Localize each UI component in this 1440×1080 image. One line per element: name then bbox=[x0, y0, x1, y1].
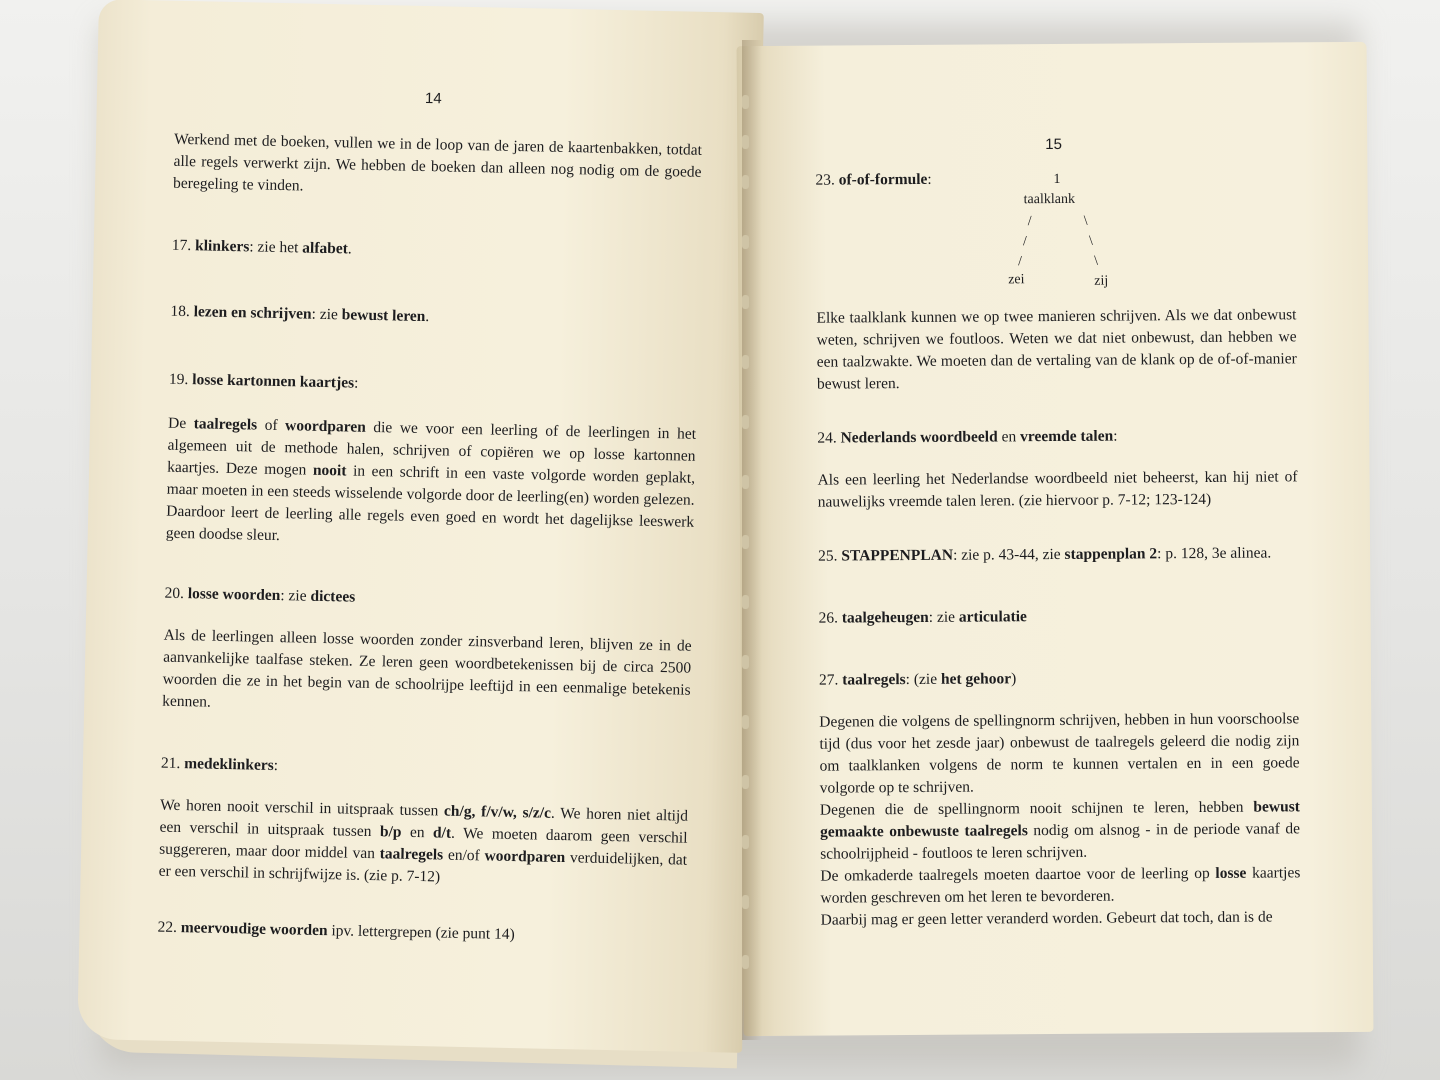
text-run: We horen nooit verschil in uitspraak tussen bbox=[159, 796, 445, 820]
right-page bbox=[737, 42, 1374, 1036]
text-run: in een schrift in een vaste volgorde worden geplakt, maar moeten in een steeds wisselende volgorde door de leerling(en) worden gelezen. Daardoor leert de leerling alle regels even goed en wordt het dagelijkse leeswerk geen doodse sleur. bbox=[165, 462, 696, 545]
text-run: en/of bbox=[442, 846, 485, 865]
entry-term: medeklinkers bbox=[184, 755, 274, 774]
text-run: en bbox=[401, 823, 434, 842]
entry-end: : bbox=[1113, 427, 1118, 445]
diagram-branch-right: \ bbox=[1094, 253, 1099, 269]
entry-term: of-of-formule bbox=[838, 170, 928, 189]
text-run: verduidelijken, dat er een verschil in schrijfwijze is. (zie p. 7-12) bbox=[158, 849, 688, 886]
bold-term: taalregels bbox=[379, 845, 444, 864]
diagram-branch-left: / bbox=[1018, 254, 1023, 270]
diagram-right-leaf: zij bbox=[1094, 273, 1109, 289]
entry-separator: : zie bbox=[928, 608, 959, 626]
entry-separator: : zie bbox=[311, 305, 342, 324]
entry-number: 26. bbox=[818, 609, 838, 627]
entry-term: Nederlands woordbeeld bbox=[840, 428, 998, 447]
entry-term: taalgeheugen bbox=[841, 608, 929, 627]
entry-separator: : zie bbox=[280, 587, 311, 605]
entry-number: 18. bbox=[170, 302, 190, 321]
entry-term: vreemde talen bbox=[1020, 427, 1114, 446]
entry-25 bbox=[818, 542, 1298, 567]
entry-end: . bbox=[425, 308, 430, 326]
entry-17 bbox=[172, 235, 700, 268]
diagram-branch-right: \ bbox=[1088, 233, 1093, 249]
binding-hole bbox=[742, 955, 749, 969]
text-run: . We moeten daarom geen verschil suggereren, maar door middel van bbox=[158, 824, 688, 863]
paragraph bbox=[820, 796, 1300, 865]
entry-separator: en bbox=[997, 428, 1021, 446]
entry-rest: ipv. lettergrepen (zie punt 14) bbox=[327, 922, 515, 944]
binding-hole bbox=[742, 895, 749, 909]
diagram-branch-left: / bbox=[1027, 214, 1032, 230]
binding-hole bbox=[742, 595, 749, 609]
binding-hole bbox=[742, 135, 749, 149]
entry-number: 19. bbox=[168, 370, 189, 389]
entry-reference: articulatie bbox=[958, 608, 1027, 626]
entry-term: lezen en schrijven bbox=[193, 303, 312, 323]
binding-hole bbox=[742, 415, 749, 429]
diagram-branch-right: \ bbox=[1083, 213, 1088, 229]
entry-27-heading bbox=[819, 666, 1299, 691]
entry-reference: bewust leren bbox=[341, 306, 426, 326]
entry-number: 25. bbox=[818, 547, 838, 565]
entry-number: 22. bbox=[157, 918, 178, 936]
entry-term: meervoudige woorden bbox=[180, 919, 328, 940]
entry-rest: : p. 128, 3e alinea. bbox=[1157, 544, 1272, 563]
text-run: kaartjes worden geschreven om het leren te bevorderen. bbox=[820, 864, 1301, 907]
text-run: of bbox=[256, 416, 286, 435]
bold-term: woordparen bbox=[284, 417, 366, 436]
paragraph bbox=[820, 862, 1300, 909]
entry-reference: alfabet bbox=[302, 239, 349, 258]
entry-reference: stappenplan 2 bbox=[1064, 545, 1158, 563]
entry-separator: : zie p. 43-44, zie bbox=[952, 545, 1065, 564]
entry-end: : bbox=[927, 170, 932, 188]
binding-hole bbox=[742, 535, 749, 549]
entry-21-heading bbox=[161, 753, 689, 786]
entry-number: 21. bbox=[160, 754, 181, 773]
entry-term: klinkers bbox=[194, 237, 250, 256]
diagram-middle-label: taalklank bbox=[1023, 191, 1075, 208]
bold-term: bewust gemaakte onbewuste taalregels bbox=[819, 798, 1300, 841]
binding-hole bbox=[742, 775, 749, 789]
binding-hole bbox=[742, 235, 749, 249]
intro-paragraph: Werkend met de boeken, vullen we in de loop van de jaren de kaartenbakken, totdat alle regels verwerkt zijn. We hebben de boeken dan alleen nog nodig om de goede beregeling te vinden. bbox=[172, 130, 703, 195]
entry-number: 27. bbox=[818, 671, 839, 689]
entry-term: taalregels bbox=[842, 671, 906, 689]
binding-hole bbox=[742, 475, 749, 489]
bold-term: d/t bbox=[432, 824, 452, 842]
entry-18 bbox=[170, 301, 698, 334]
text-run: die we voor een leerling of de leerlingen in het algemeen uit de methode halen, schrijven of copiëren we op losse kartonnen kaartjes. Deze mogen bbox=[166, 418, 697, 479]
binding-hole bbox=[742, 715, 749, 729]
paragraph: Degenen die volgens de spellingnorm schrijven, hebben in hun voorschoolse tijd (dus voor het zesde jaar) onbewust de taalregels geleerd die nodig zijn om taalklanken volgens de norm te kunnen vertalen en in een goede volgorde op te schrijven. bbox=[819, 710, 1300, 797]
entry-term: losse woorden bbox=[187, 585, 281, 605]
entry-19-body bbox=[166, 413, 697, 556]
entry-20-heading bbox=[164, 583, 692, 616]
paragraph: Daarbij mag er geen letter veranderd worden. Gebeurt dat toch, dan is de bbox=[820, 908, 1273, 929]
binding-hole bbox=[742, 835, 749, 849]
entry-number: 20. bbox=[164, 584, 185, 603]
entry-number: 24. bbox=[817, 429, 837, 447]
of-of-diagram bbox=[1007, 171, 1128, 302]
binding-hole bbox=[742, 355, 749, 369]
page-number-left: 14 bbox=[424, 90, 442, 108]
page-number-right: 15 bbox=[1045, 135, 1062, 154]
entry-26 bbox=[818, 604, 1298, 629]
text-run: nodig om alsnog - in de periode vanaf de schoolrijpheid - foutloos te leren schrijven. bbox=[820, 820, 1301, 863]
binding-hole bbox=[742, 295, 749, 309]
entry-end: ) bbox=[1011, 670, 1017, 688]
text-run: Degenen die de spellingnorm nooit schijnen te leren, hebben bbox=[819, 798, 1254, 819]
entry-reference: dictees bbox=[310, 587, 356, 606]
entry-21-body bbox=[158, 795, 688, 894]
entry-20-body: Als de leerlingen alleen losse woorden zonder zinsverband leren, blijven ze in de aanvankelijke taalfase steken. Ze leren geen woordbetekenissen bij de circa 2500 woorden die ze in het begin van de schoolrijpe leeftijd in een eenmalige betekenis kennen. bbox=[162, 626, 692, 711]
bold-term: woordparen bbox=[484, 847, 566, 867]
bold-term: b/p bbox=[379, 823, 402, 841]
entry-end: : bbox=[353, 374, 359, 392]
bold-term: taalregels bbox=[193, 415, 258, 434]
entry-number: 17. bbox=[171, 236, 192, 255]
entry-number: 23. bbox=[815, 171, 835, 189]
entry-term: STAPPENPLAN bbox=[841, 546, 954, 565]
entry-27-body bbox=[819, 708, 1301, 931]
text-run: . We horen niet altijd een verschil in uitspraak tussen bbox=[159, 804, 689, 841]
diagram-top-label: 1 bbox=[1053, 171, 1061, 188]
entry-end: . bbox=[347, 240, 352, 258]
bold-term: ch/g, f/v/w, s/z/c bbox=[443, 802, 552, 822]
diagram-branch-left: / bbox=[1022, 234, 1027, 250]
entry-22 bbox=[157, 917, 685, 950]
entry-24-body: Als een leerling het Nederlandse woordbeeld niet beheerst, kan hij niet of nauwelijks vreemde talen leren. (zie hiervoor p. 7-12; 123-124) bbox=[817, 468, 1298, 511]
bold-term: losse bbox=[1215, 864, 1247, 882]
entry-19-heading bbox=[169, 369, 697, 402]
text-run: De bbox=[167, 414, 194, 433]
binding-hole bbox=[742, 175, 749, 189]
bold-term: nooit bbox=[312, 461, 347, 480]
entry-23-body: Elke taalklank kunnen we op twee manieren schrijven. Als we dat onbewust weten, schrijven we foutloos. Weten we dat niet onbewust, dan hebben we een taalzwakte. We moeten dan de vertaling van de klank op de of-of-manier bewust leren. bbox=[816, 306, 1297, 393]
binding-hole bbox=[742, 95, 749, 109]
left-page bbox=[77, 0, 764, 1053]
entry-separator: : (zie bbox=[905, 670, 942, 689]
text-run: De omkaderde taalregels moeten daartoe voor de leerling op bbox=[820, 864, 1216, 885]
entry-separator: : zie het bbox=[249, 238, 303, 257]
entry-term: losse kartonnen kaartjes bbox=[192, 371, 355, 392]
binding-hole bbox=[742, 655, 749, 669]
entry-24-heading bbox=[817, 424, 1297, 449]
entry-reference: het gehoor bbox=[940, 670, 1012, 688]
entry-end: : bbox=[273, 756, 279, 775]
diagram-left-leaf: zei bbox=[1008, 272, 1025, 288]
